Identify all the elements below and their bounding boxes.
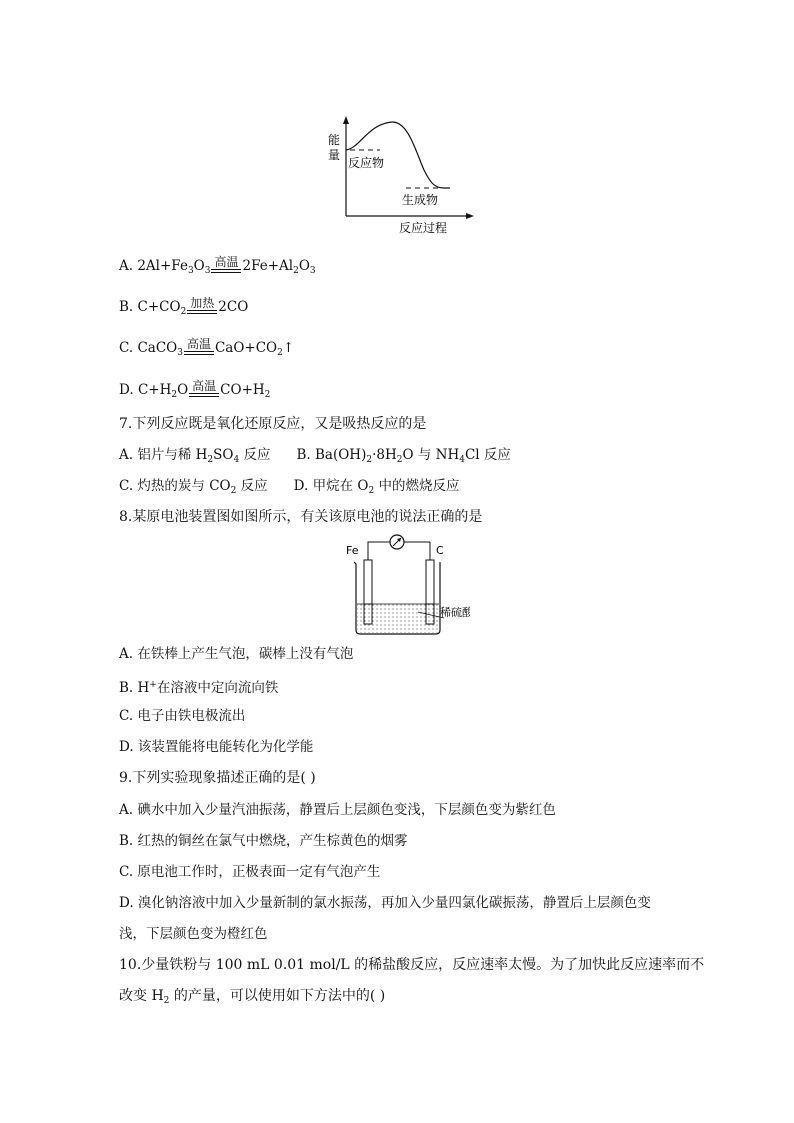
q8-option-a: A. 在铁棒上产生气泡，碳棒上没有气泡 — [119, 646, 354, 662]
q9-option-b: B. 红热的铜丝在氯气中燃烧，产生棕黄色的烟雾 — [119, 833, 408, 849]
q7-options-cd: C. 灼热的炭与 $CO_2$ 反应 D. 甲烷在 $O_2$ 中的燃烧反应 — [119, 478, 460, 496]
q8-option-c: C. 电子由铁电极流出 — [119, 708, 246, 724]
q6-option-a: A. $2Al+Fe_3O_3$ 高温 $2Fe+Al_2O_3$ — [119, 255, 316, 276]
condition-high-temp: 高温 — [211, 260, 241, 273]
q7-stem: 7.下列反应既是氧化还原反应，又是吸热反应的是 — [119, 416, 427, 432]
condition-high-temp: 高温 — [189, 384, 219, 397]
galvanic-cell-diagram — [340, 532, 470, 644]
reactant-label: 反应物 — [348, 156, 385, 170]
q6-option-d: D. $C+H_2O$ 高温 $CO+H_2$ — [119, 379, 271, 400]
solution-label: 稀硫酸 — [440, 606, 470, 619]
q10-stem-line1: 10.少量铁粉与 100 mL 0.01 mol/L 的稀盐酸反应，反应速率太慢。为了加快此反应速率而不 — [119, 957, 705, 973]
q8-option-b: B. H+在溶液中定向流向铁 — [119, 680, 279, 696]
energy-diagram — [320, 112, 480, 244]
y-axis-label-2: 量 — [328, 148, 341, 162]
q9-option-c: C. 原电池工作时，正极表面一定有气泡产生 — [119, 864, 381, 880]
condition-heat: 加热 — [187, 301, 217, 314]
q7-options-ab: A. 铝片与稀 $H_2SO_4$ 反应 B. $Ba(OH)_2\cdot 8H_2O$ 与 $NH_4Cl$ 反应 — [119, 447, 511, 465]
q9-option-d-line1: D. 溴化钠溶液中加入少量新制的氯水振荡，再加入少量四氯化碳振荡，静置后上层颜色变 — [119, 895, 651, 911]
q8-stem: 8.某原电池装置图如图所示，有关该原电池的说法正确的是 — [119, 509, 483, 525]
q9-stem: 9.下列实验现象描述正确的是( ) — [119, 770, 316, 786]
electrode-c-label: C — [436, 544, 444, 557]
electrode-fe-label: Fe — [346, 544, 359, 557]
q9-option-a: A. 碘水中加入少量汽油振荡，静置后上层颜色变浅，下层颜色变为紫红色 — [119, 802, 556, 818]
x-axis-label: 反应过程 — [399, 221, 448, 235]
q6-option-c: C. CaCO$_3$ 高温 $CaO+CO_2↑$ — [119, 337, 295, 358]
q9-option-d-line2: 浅，下层颜色变为橙红色 — [119, 926, 268, 942]
condition-high-temp: 高温 — [184, 342, 214, 355]
q8-option-d: D. 该装置能将电能转化为化学能 — [119, 739, 314, 755]
q6-option-b: B. $C+CO_2$ 加热 2CO — [119, 296, 249, 317]
y-axis-label-1: 能 — [328, 133, 341, 147]
product-label: 生成物 — [402, 193, 439, 207]
q10-stem-line2: 改变 $H_2$ 的产量，可以使用如下方法中的( ) — [119, 988, 386, 1006]
